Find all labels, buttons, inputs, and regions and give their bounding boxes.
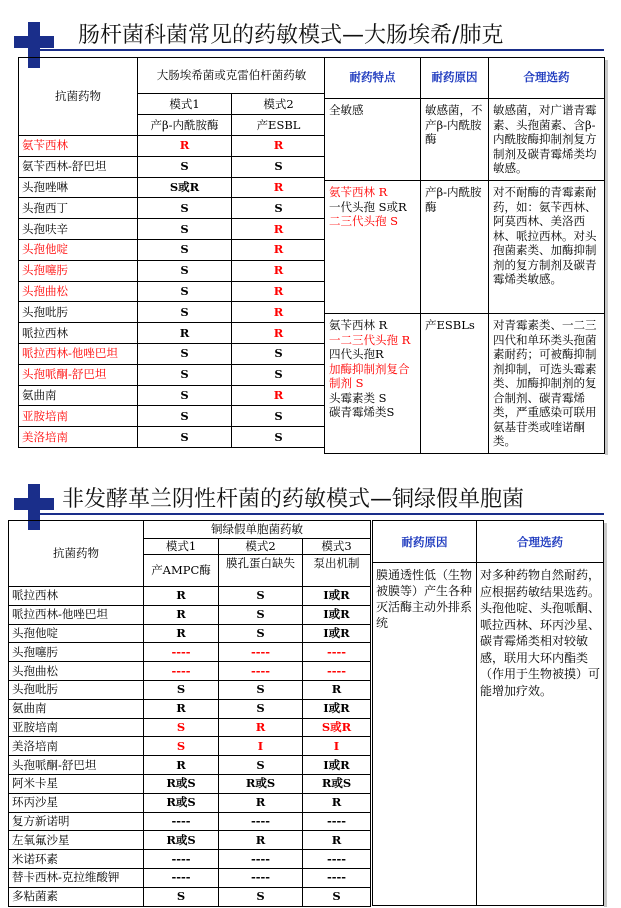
drug-name: 头孢曲松 [19,281,138,302]
mode1-result: S [138,219,232,240]
mode1-result: S [138,239,232,260]
p1-r2-feature [329,185,419,229]
table-row [9,812,371,831]
table-row [9,850,371,869]
t2-mode1-sub: 产AMPC酶 [144,555,219,587]
mode3-result: ---- [303,850,371,869]
table-row [9,793,371,812]
mode1-result: S [138,364,232,385]
mode2-result: R [232,239,326,260]
p2-header-selection: 合理选药 [517,535,563,549]
p1-r2-cause: 产β-内酰胺酶 [425,185,482,214]
mode1-result: S [138,385,232,406]
mode2-result: S [232,156,326,177]
p1-row-divider [325,98,604,99]
mode1-result: S [138,198,232,219]
p2-header-cause: 耐药原因 [401,535,448,549]
t1-mode1-sub: 产β-内酰胺酶 [138,115,232,136]
mode1-result: S [138,302,232,323]
mode2-result: R [232,302,326,323]
t1-group-header: 大肠埃希菌或克雷伯杆菌药敏 [138,58,326,94]
feature-line: 氨苄西林 R [329,185,388,199]
p1-r3-selection: 对青霉素类、一二三四代和单环类头孢菌素耐药；可被酶抑制剂抑制，可选头霉素类、加酶抑制剂的复合制剂、碳青霉烯类，严重感染可联用氨基苷类或喹诺酮类。 [493,318,597,448]
mode2-result: R [232,177,326,198]
mode2-result: S [219,680,303,699]
table-row [9,756,371,775]
mode3-result: I或R [303,624,371,643]
mode2-result: R [219,718,303,737]
table-row [9,624,371,643]
enterobacteriaceae-table [18,57,326,448]
mode2-result: S [219,605,303,624]
feature-line: 氨苄西林 R [329,318,388,332]
t2-group-header: 铜绿假单胞菌药敏 [144,521,371,539]
mode3-result: I或R [303,756,371,775]
mode1-result: ---- [144,662,219,681]
drug-name: 环丙沙星 [9,793,144,812]
drug-name: 哌拉西林-他唑巴坦 [9,605,144,624]
p1-r3-cause: 产ESBLs [425,318,475,332]
t1-drug-header: 抗菌药物 [19,58,138,136]
drug-name: 头孢哌酮-舒巴坦 [19,364,138,385]
p1-header-feature: 耐药特点 [349,70,396,84]
t1-mode2-sub: 产ESBL [232,115,326,136]
mode2-result: R [219,831,303,850]
section1-title-rule [28,49,604,51]
mode2-result: ---- [219,662,303,681]
mode2-result: S [219,887,303,906]
table-row [19,198,326,219]
drug-name: 头孢吡肟 [9,680,144,699]
mode1-result: S [138,343,232,364]
feature-line: 加酶抑制剂复合制剂 S [329,361,410,390]
t2-drug-header: 抗菌药物 [9,521,144,587]
table-row [19,177,326,198]
table-row [19,323,326,344]
drug-name: 头孢唑啉 [19,177,138,198]
mode3-result: I [303,737,371,756]
table-row [19,406,326,427]
table-row [9,774,371,793]
section2-title: 非发酵革兰阴性杆菌的药敏模式—铜绿假单胞菌 [62,487,525,512]
feature-line: 一二三代头孢 R [329,332,411,347]
mode1-result: R [138,323,232,344]
table-row [9,699,371,718]
feature-line: 一代头孢 S或R [329,199,407,214]
table-row [9,737,371,756]
mode2-result: S [232,198,326,219]
mode1-result: ---- [144,812,219,831]
drug-name: 头孢西丁 [19,198,138,219]
t1-mode1-header: 模式1 [138,94,232,115]
table-row [19,427,326,448]
drug-name: 多粘菌素 [9,887,144,906]
t2-header-row-1 [9,521,371,539]
mode1-result: S [144,680,219,699]
drug-name: 亚胺培南 [19,406,138,427]
p1-col-divider [488,58,489,453]
mode2-result: R [219,793,303,812]
drug-name: 美洛培南 [9,737,144,756]
mode2-result: R [232,281,326,302]
mode3-result: I或R [303,699,371,718]
mode2-result: ---- [219,850,303,869]
table-row [9,831,371,850]
mode1-result: S [138,406,232,427]
feature-line: 碳青霉烯类S [329,405,395,419]
mode1-result: R或S [144,831,219,850]
table-row [19,239,326,260]
mode2-result: S [232,343,326,364]
drug-name: 氨苄西林 [19,136,138,157]
drug-name: 头孢噻肟 [9,643,144,662]
table-row [19,385,326,406]
p2-row-divider [373,562,603,563]
drug-name: 头孢呋辛 [19,219,138,240]
p1-col-divider [420,58,421,453]
drug-name: 氨曲南 [9,699,144,718]
drug-name: 哌拉西林 [9,587,144,606]
mode3-result: R [303,831,371,850]
mode3-result: R或S [303,774,371,793]
mode2-result: S [219,699,303,718]
table-row [19,156,326,177]
drug-name: 替卡西林-克拉维酸钾 [9,868,144,887]
mode1-result: R [144,699,219,718]
p1-header-cause: 耐药原因 [431,70,478,84]
panel1-shadow [605,60,608,455]
mode1-result: R [144,756,219,775]
drug-name: 头孢噻肟 [19,260,138,281]
p1-r1-cause: 敏感菌，不产β-内酰胺酶 [425,103,483,146]
mode1-result: S或R [138,177,232,198]
mode1-result: S [144,887,219,906]
mode2-result: R或S [219,774,303,793]
table-row [9,868,371,887]
t2-mode3-header: 模式3 [303,539,371,555]
p1-header-selection: 合理选药 [523,70,570,84]
drug-name: 哌拉西林 [19,323,138,344]
mode3-result: ---- [303,812,371,831]
mode2-result: ---- [219,868,303,887]
p2-selection-text: 对多种药物自然耐药，应根据药敏结果选药。头孢他啶、头孢哌酮、哌拉西林、环丙沙星、碳青霉烯类相对较敏感，联用大环内酯类（作用于生物被摸）可能增加疗效。 [480,568,601,698]
section2-title-rule [28,513,604,515]
mode2-result: ---- [219,812,303,831]
t2-mode2-header: 模式2 [219,539,303,555]
drug-name: 复方新诺明 [9,812,144,831]
drug-name: 氨曲南 [19,385,138,406]
mode2-result: S [232,427,326,448]
p1-r3-feature [329,318,419,420]
pseudomonas-table [8,520,371,907]
mode3-result: ---- [303,643,371,662]
table-row [19,281,326,302]
mode2-result: R [232,219,326,240]
mode1-result: S [144,718,219,737]
table-row [9,718,371,737]
section1-title: 肠杆菌科菌常见的药敏模式—大肠埃希/肺克 [78,23,504,48]
mode1-result: S [144,737,219,756]
mode2-result: S [219,624,303,643]
mode1-result: R或S [144,774,219,793]
table-row [9,680,371,699]
mode2-result: S [219,587,303,606]
mode1-result: S [138,427,232,448]
drug-name: 氨苄西林-舒巴坦 [19,156,138,177]
drug-name: 米诺环素 [9,850,144,869]
table-row [19,136,326,157]
mode1-result: R或S [144,793,219,812]
enterobacteriaceae-panel [324,57,605,454]
table-row [9,587,371,606]
t2-mode2-sub: 膜孔蛋白缺失 [219,555,303,587]
p1-row-divider [325,313,604,314]
mode1-result: R [138,136,232,157]
mode2-result: S [232,364,326,385]
table-row [19,260,326,281]
mode1-result: ---- [144,868,219,887]
p1-r1-selection: 敏感菌，对广谱青霉素、头孢菌素、含β-内酰胺酶抑制剂复方制剂及碳青霉烯类均敏感。 [493,103,597,175]
p1-r2-selection: 对不耐酶的青霉素耐药，如：氨苄西林、阿莫西林、美洛西林、哌拉西林。对头孢菌素类、加酶抑制剂的复方制剂及碳青霉烯类敏感。 [493,185,597,286]
pseudomonas-panel [372,520,604,906]
mode1-result: S [138,281,232,302]
drug-name: 头孢他啶 [19,239,138,260]
table-row [19,343,326,364]
mode2-result: S [232,406,326,427]
drug-name: 亚胺培南 [9,718,144,737]
mode3-result: R [303,680,371,699]
mode1-result: R [144,587,219,606]
table-row [19,219,326,240]
mode3-result: R [303,793,371,812]
t2-mode3-sub: 泵出机制 [303,555,371,587]
mode2-result: R [232,260,326,281]
table-row [9,605,371,624]
drug-name: 左氧氟沙星 [9,831,144,850]
drug-name: 阿米卡星 [9,774,144,793]
drug-name: 头孢曲松 [9,662,144,681]
feature-line: 四代头孢R [329,347,384,361]
table-row [19,302,326,323]
t1-header-row-1 [19,58,326,94]
mode1-result: ---- [144,850,219,869]
mode3-result: ---- [303,868,371,887]
table-row [19,364,326,385]
mode2-result: R [232,385,326,406]
t2-mode1-header: 模式1 [144,539,219,555]
mode3-result: ---- [303,662,371,681]
feature-line: 头霉素类 S [329,390,387,405]
mode3-result: S [303,887,371,906]
table-row [9,662,371,681]
p2-col-divider [476,521,477,905]
mode1-result: S [138,156,232,177]
mode2-result: R [232,136,326,157]
feature-line: 二三代头孢 S [329,214,399,228]
mode1-result: S [138,260,232,281]
mode3-result: S或R [303,718,371,737]
drug-name: 头孢吡肟 [19,302,138,323]
mode1-result: ---- [144,643,219,662]
mode2-result: R [232,323,326,344]
drug-name: 美洛培南 [19,427,138,448]
drug-name: 头孢哌酮-舒巴坦 [9,756,144,775]
table-row [9,887,371,906]
mode2-result: I [219,737,303,756]
p1-row-divider [325,180,604,181]
mode1-result: R [144,605,219,624]
p1-r1-feature: 全敏感 [329,103,364,117]
drug-name: 头孢他啶 [9,624,144,643]
mode1-result: R [144,624,219,643]
mode2-result: ---- [219,643,303,662]
panel2-shadow [604,523,607,907]
mode2-result: S [219,756,303,775]
mode3-result: I或R [303,587,371,606]
p2-cause-text: 膜通透性低（生物被膜等）产生各种灭活酶主动外排系统 [376,568,473,630]
mode3-result: I或R [303,605,371,624]
drug-name: 哌拉西林-他唑巴坦 [19,343,138,364]
table-row [9,643,371,662]
t1-mode2-header: 模式2 [232,94,326,115]
